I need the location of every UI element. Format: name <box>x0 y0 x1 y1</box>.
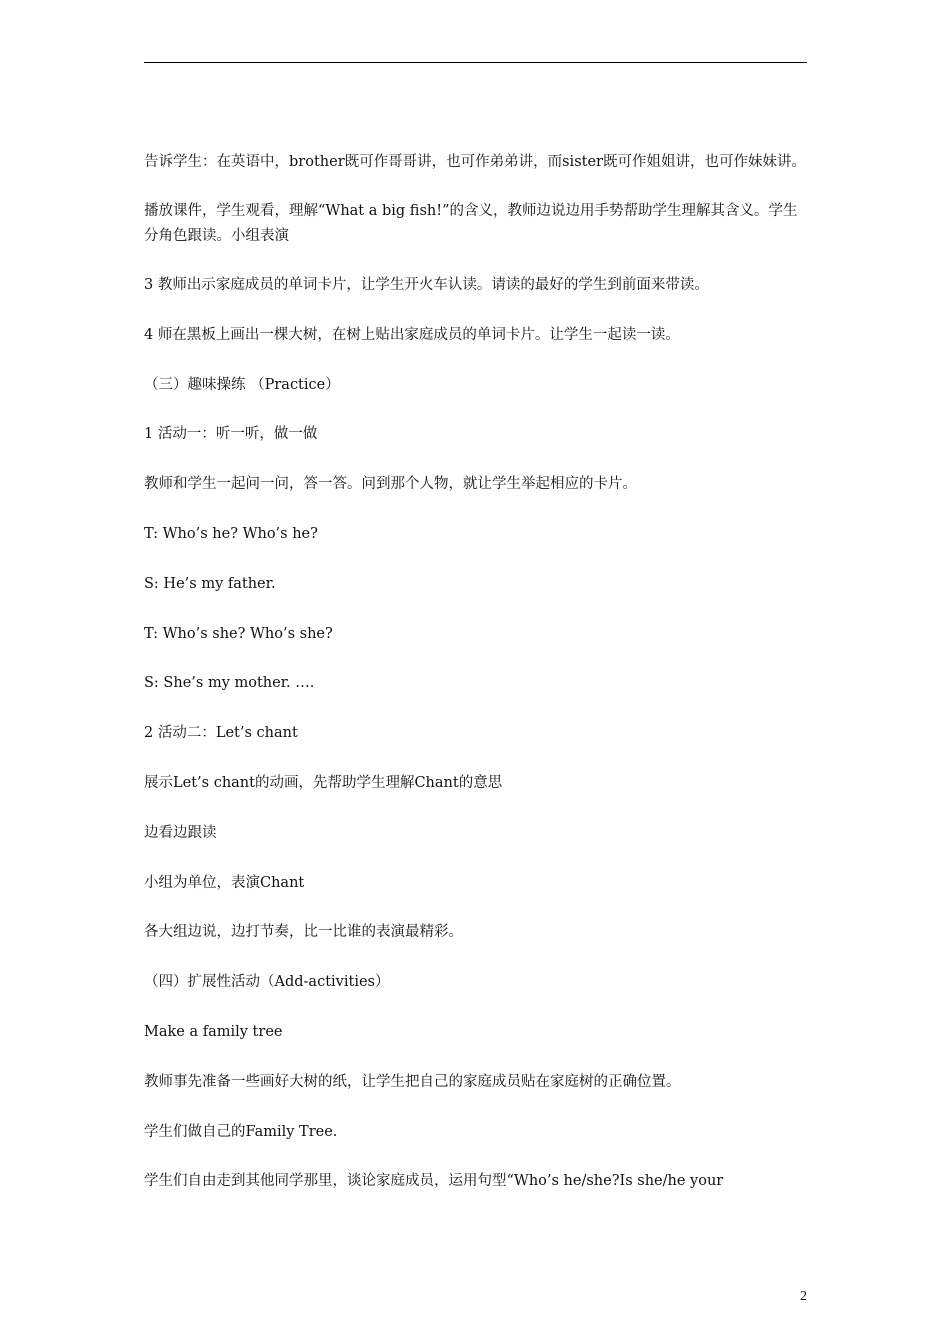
dialogue-line-1: T: Who’s he? Who’s he? <box>144 525 318 542</box>
paragraph-1: 告诉学生：在英语中，brother既可作哥哥讲，也可作弟弟讲，而sister既可作姐姐讲，也可作妹妹讲。 <box>144 154 806 170</box>
paragraph-make-tree: 学生们做自己的Family Tree. <box>144 1123 338 1140</box>
paragraph-group-chant: 小组为单位，表演Chant <box>144 874 305 891</box>
document-body <box>144 150 807 1219</box>
paragraph-rhythm: 各大组边说，边打节奏，比一比谁的表演最精彩。 <box>144 924 463 941</box>
paragraph-activity-1: 教师和学生一起问一问，答一答。问到那个人物，就让学生举起相应的卡片。 <box>144 476 637 493</box>
section-heading-add-activities: （四）扩展性活动（Add-activities） <box>144 974 390 991</box>
page-number: 2 <box>800 1289 807 1304</box>
activity-family-tree-heading: Make a family tree <box>144 1023 283 1040</box>
paragraph-3: 3 教师出示家庭成员的单词卡片，让学生开火车认读。请读的最好的学生到前面来带读。 <box>144 277 709 293</box>
section-heading-practice: （三）趣味操练 （Practice） <box>144 376 340 393</box>
paragraph-discuss-family: 学生们自由走到其他同学那里，谈论家庭成员，运用句型“Who’s he/she?Is she/he your <box>144 1173 724 1190</box>
dialogue-line-2: S: He’s my father. <box>144 575 276 592</box>
paragraph-2: 播放课件，学生观看，理解“What a big fish!”的含义，教师边说边用手势帮助学生理解其含义。学生分角色跟读。小组表演 <box>144 203 798 244</box>
activity-1-heading: 1 活动一：听一听，做一做 <box>144 426 318 443</box>
activity-2-heading: 2 活动二：Let’s chant <box>144 725 298 742</box>
paragraph-4: 4 师在黑板上画出一棵大树，在树上贴出家庭成员的单词卡片。让学生一起读一读。 <box>144 326 680 343</box>
paragraph-chant: 展示Let’s chant的动画，先帮助学生理解Chant的意思 <box>144 774 503 791</box>
dialogue-line-4: S: She’s my mother. …. <box>144 675 315 692</box>
paragraph-prepare-paper: 教师事先准备一些画好大树的纸，让学生把自己的家庭成员贴在家庭树的正确位置。 <box>144 1073 681 1090</box>
paragraph-read-along: 边看边跟读 <box>144 824 217 841</box>
dialogue-line-3: T: Who’s she? Who’s she? <box>144 625 333 642</box>
header-rule <box>144 62 807 63</box>
